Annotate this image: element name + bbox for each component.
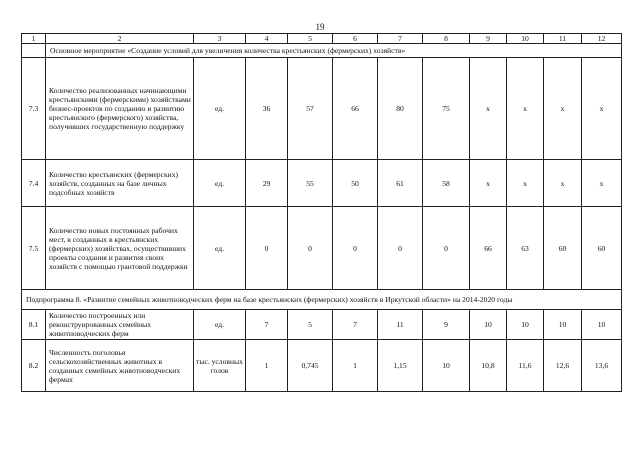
column-number: 8 <box>423 34 470 44</box>
value-cell: 75 <box>423 58 470 160</box>
value-cell: 66 <box>333 58 378 160</box>
value-cell: 10 <box>507 310 544 340</box>
column-number: 11 <box>544 34 582 44</box>
unit: ед. <box>194 160 246 207</box>
value-cell: 12,6 <box>544 340 582 392</box>
value-cell: 9 <box>423 310 470 340</box>
column-number-row <box>22 34 622 44</box>
table-row <box>22 340 622 392</box>
value-cell: 66 <box>470 207 507 290</box>
column-number: 3 <box>194 34 246 44</box>
value-cell: 0,745 <box>288 340 333 392</box>
value-cell: 60 <box>544 207 582 290</box>
page-number: 19 <box>315 22 325 32</box>
row-number: 8.2 <box>22 340 46 392</box>
value-cell: 60 <box>582 207 622 290</box>
column-number: 12 <box>582 34 622 44</box>
indicators-table <box>21 33 622 392</box>
indicator-name: Количество крестьянских (фермерских) хозяйств, созданных на базе личных подсобных хозяйств <box>46 160 194 207</box>
row-number: 8.1 <box>22 310 46 340</box>
value-cell: 0 <box>246 207 288 290</box>
unit: ед. <box>194 207 246 290</box>
section-title-row <box>22 290 622 310</box>
value-cell: 55 <box>288 160 333 207</box>
value-cell: 36 <box>246 58 288 160</box>
section-title: Подпрограмма 8. «Развитие семейных животноводческих ферм на базе крестьянских (фермерских) хозяйств в Иркутской области» на 2014-2020 годы <box>22 290 622 310</box>
indicator-name: Численность поголовья сельскохозяйственных животных в созданных семейных животноводческих фермах <box>46 340 194 392</box>
table-row <box>22 207 622 290</box>
value-cell: x <box>470 58 507 160</box>
column-number: 4 <box>246 34 288 44</box>
value-cell: 10 <box>582 310 622 340</box>
table-row <box>22 160 622 207</box>
value-cell: x <box>544 58 582 160</box>
value-cell: 1 <box>333 340 378 392</box>
value-cell: 10 <box>544 310 582 340</box>
table-row <box>22 58 622 160</box>
value-cell: 0 <box>423 207 470 290</box>
column-number: 9 <box>470 34 507 44</box>
value-cell: 61 <box>378 160 423 207</box>
value-cell: 80 <box>378 58 423 160</box>
value-cell: 11,6 <box>507 340 544 392</box>
row-number: 7.4 <box>22 160 46 207</box>
value-cell: 1 <box>246 340 288 392</box>
value-cell: x <box>582 58 622 160</box>
indicator-name: Количество реализованных начинающими крестьянскими (фермерскими) хозяйствами бизнес-проектов по созданию и развитию крестьянского (фермерского) хозяйства, получивших государственную поддержку <box>46 58 194 160</box>
column-number: 6 <box>333 34 378 44</box>
value-cell: 0 <box>288 207 333 290</box>
value-cell: 7 <box>333 310 378 340</box>
value-cell: 13,6 <box>582 340 622 392</box>
value-cell: 0 <box>378 207 423 290</box>
table-row <box>22 310 622 340</box>
value-cell: 63 <box>507 207 544 290</box>
value-cell: x <box>470 160 507 207</box>
value-cell: x <box>582 160 622 207</box>
column-number: 10 <box>507 34 544 44</box>
column-number: 1 <box>22 34 46 44</box>
value-cell: 58 <box>423 160 470 207</box>
row-number: 7.3 <box>22 58 46 160</box>
section-title: Основное мероприятие «Создание условий для увеличения количества крестьянских (фермерских) хозяйств» <box>46 44 622 58</box>
value-cell: x <box>507 160 544 207</box>
value-cell: 10 <box>423 340 470 392</box>
row-number: 7.5 <box>22 207 46 290</box>
value-cell: 1,15 <box>378 340 423 392</box>
value-cell: 7 <box>246 310 288 340</box>
value-cell: 29 <box>246 160 288 207</box>
value-cell: 0 <box>333 207 378 290</box>
value-cell: 5 <box>288 310 333 340</box>
section-title-row <box>22 44 622 58</box>
unit: ед. <box>194 310 246 340</box>
value-cell: 11 <box>378 310 423 340</box>
value-cell: 50 <box>333 160 378 207</box>
column-number: 5 <box>288 34 333 44</box>
value-cell: x <box>507 58 544 160</box>
unit: ед. <box>194 58 246 160</box>
value-cell: x <box>544 160 582 207</box>
column-number: 2 <box>46 34 194 44</box>
column-number: 7 <box>378 34 423 44</box>
value-cell: 57 <box>288 58 333 160</box>
value-cell: 10 <box>470 310 507 340</box>
value-cell: 10,8 <box>470 340 507 392</box>
unit: тыс. условных голов <box>194 340 246 392</box>
indicator-name: Количество построенных или реконструированных семейных животноводческих ферм <box>46 310 194 340</box>
indicator-name: Количество новых постоянных рабочих мест, в созданных в крестьянских (фермерских) хозяйствах, осуществивших проекты создания и развития своих хозяйств с помощью грантовой поддержки <box>46 207 194 290</box>
